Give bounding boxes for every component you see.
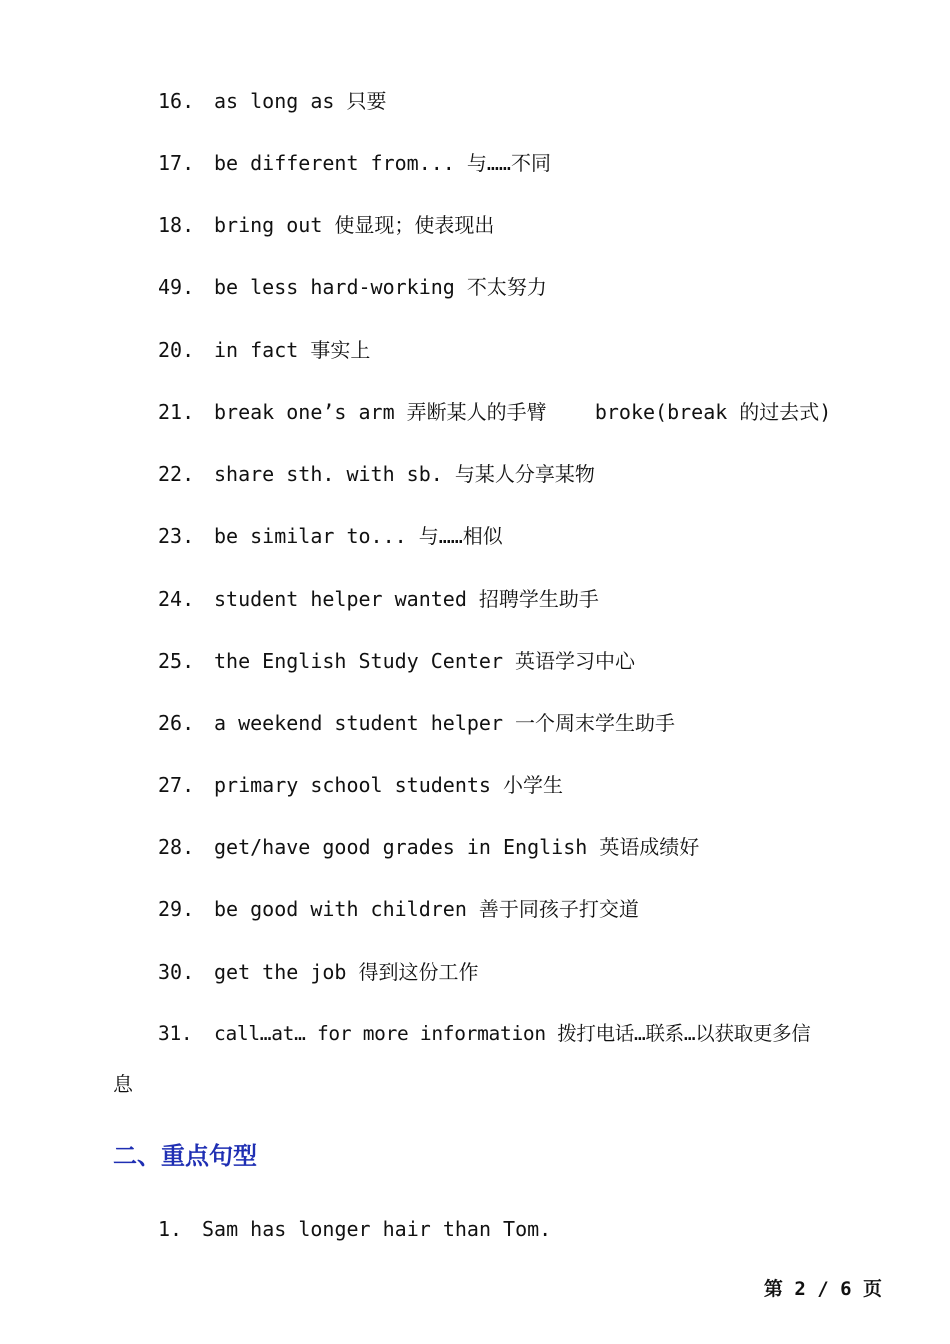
phrase-text: student helper wanted 招聘学生助手	[214, 587, 599, 611]
phrase-text: be less hard-working 不太努力	[214, 275, 547, 299]
phrase-text: be different from... 与……不同	[214, 151, 551, 175]
phrase-number: 17.	[158, 151, 195, 175]
section-heading: 二、重点句型	[113, 1142, 257, 1170]
phrase-item	[158, 150, 551, 176]
phrase-number: 31.	[158, 1022, 193, 1045]
phrase-text: primary school students 小学生	[214, 773, 563, 797]
phrase-number: 21.	[158, 400, 195, 424]
phrase-number: 27.	[158, 773, 195, 797]
phrase-item	[158, 1021, 810, 1047]
phrase-text: bring out 使显现；使表现出	[214, 213, 495, 237]
phrase-text: the English Study Center 英语学习中心	[214, 649, 636, 673]
phrase-item	[158, 337, 370, 363]
phrase-number: 25.	[158, 649, 195, 673]
phrase-number: 22.	[158, 462, 195, 486]
phrase-item	[158, 772, 563, 798]
sentence-number: 1.	[158, 1217, 183, 1241]
phrase-item	[158, 212, 494, 238]
phrase-item	[158, 461, 595, 487]
phrase-number: 29.	[158, 897, 195, 921]
phrase-wrap-continuation: 息	[113, 1072, 133, 1096]
phrase-item	[158, 834, 699, 860]
phrase-number: 30.	[158, 960, 195, 984]
phrase-text: call…at… for more information 拨打电话…联系…以获取更多信	[214, 1022, 811, 1045]
phrase-item	[158, 586, 599, 612]
phrase-text: be good with children 善于同孩子打交道	[214, 897, 639, 921]
phrase-text: break one’s arm 弄断某人的手臂 broke(break 的过去式)	[214, 400, 832, 424]
phrase-text: a weekend student helper 一个周末学生助手	[214, 711, 676, 735]
phrase-number: 23.	[158, 524, 195, 548]
page-number: 第 2 / 6 页	[763, 1278, 882, 1300]
phrase-text: get/have good grades in English 英语成绩好	[214, 835, 700, 859]
phrase-number: 16.	[158, 89, 195, 113]
phrase-text: share sth. with sb. 与某人分享某物	[214, 462, 595, 486]
phrase-item	[158, 896, 639, 922]
phrase-item	[158, 648, 635, 674]
phrase-item	[158, 523, 503, 549]
phrase-text: as long as 只要	[214, 89, 387, 113]
phrase-text: get the job 得到这份工作	[214, 960, 479, 984]
phrase-item	[158, 274, 547, 300]
phrase-text: in fact 事实上	[214, 338, 371, 362]
sentence-item	[158, 1216, 551, 1242]
sentence-text: Sam has longer hair than Tom.	[202, 1217, 552, 1241]
phrase-item	[158, 399, 831, 425]
phrase-number: 28.	[158, 835, 195, 859]
phrase-number: 18.	[158, 213, 195, 237]
phrase-number: 24.	[158, 587, 195, 611]
phrase-number: 26.	[158, 711, 195, 735]
phrase-item	[158, 710, 675, 736]
phrase-number: 49.	[158, 275, 195, 299]
phrase-text: be similar to... 与……相似	[214, 524, 503, 548]
phrase-number: 20.	[158, 338, 195, 362]
phrase-item	[158, 959, 479, 985]
phrase-item	[158, 88, 386, 114]
